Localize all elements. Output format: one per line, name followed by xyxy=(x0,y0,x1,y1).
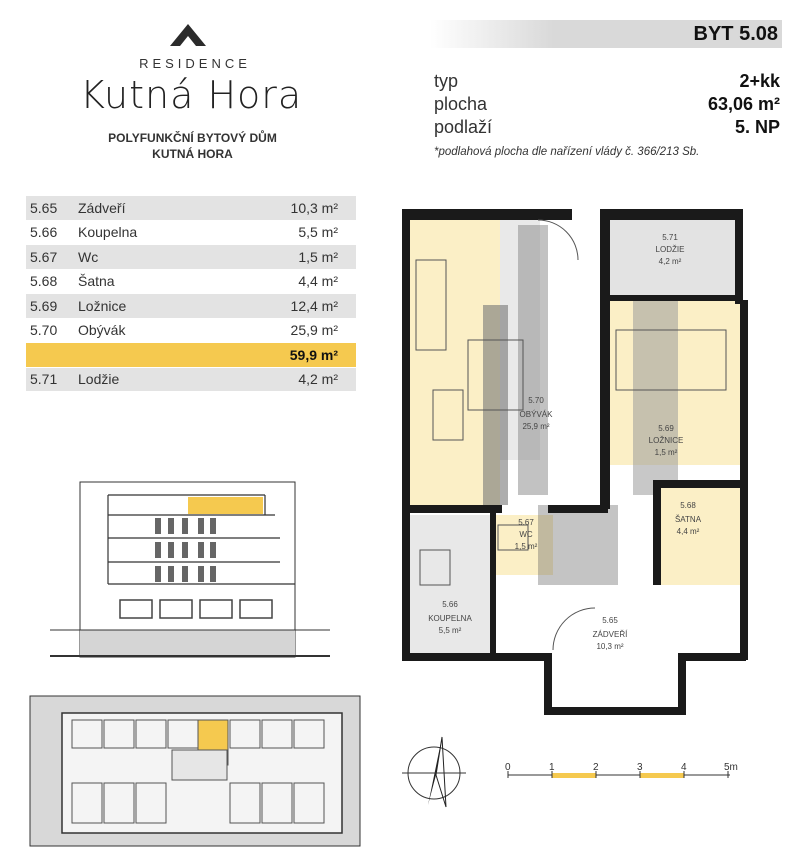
room-label-name: ŠATNA xyxy=(674,515,702,524)
room-table xyxy=(26,196,356,392)
room-label-number: 5.71 xyxy=(662,233,678,242)
brand-name: Kutná Hora xyxy=(80,73,303,117)
room-number: 5.66 xyxy=(30,224,58,241)
room-label-number: 5.67 xyxy=(518,518,534,527)
room-number: 5.67 xyxy=(30,248,58,265)
room-label-area: 1,5 m² xyxy=(654,448,678,457)
room-label-area: 4,4 m² xyxy=(676,527,700,536)
property-value: 5. NP xyxy=(734,117,780,137)
property-type xyxy=(434,70,780,93)
room-number: 5.65 xyxy=(30,199,58,216)
rooms-total-row xyxy=(26,343,356,368)
room-label-number: 5.69 xyxy=(658,424,674,433)
room-label-number: 5.68 xyxy=(680,501,696,510)
room-label-name: KOUPELNA xyxy=(428,614,472,623)
unit-id: BYT 5.08 xyxy=(693,23,778,45)
room-row xyxy=(26,319,356,344)
room-label-area: 5,5 m² xyxy=(438,626,462,635)
room-row xyxy=(26,270,356,295)
room-label-name: LOŽNICE xyxy=(648,436,684,445)
unit-properties xyxy=(434,70,780,139)
property-label: typ xyxy=(434,71,459,91)
room-name: Obývák xyxy=(78,322,126,339)
property-value: 2+kk xyxy=(739,71,780,91)
room-label-name: OBÝVÁK xyxy=(519,410,553,419)
room-label-area: 10,3 m² xyxy=(596,642,624,651)
rooms-total: 59,9 m² xyxy=(289,346,338,363)
room-label-number: 5.66 xyxy=(442,600,458,609)
room-name: Zádveří xyxy=(78,199,126,216)
area-footnote: *podlahová plocha dle nařízení vlády č. 366/213 Sb. xyxy=(434,146,700,158)
room-label-area: 25,9 m² xyxy=(522,422,550,431)
room-label-name: WC xyxy=(519,530,533,539)
room-name: Wc xyxy=(78,248,99,265)
loggia-row xyxy=(26,368,356,393)
room-row xyxy=(26,196,356,221)
scale-tick-label: 5m xyxy=(724,762,738,773)
room-area: 12,4 m² xyxy=(290,297,338,314)
property-label: plocha xyxy=(434,94,488,114)
building-section-drawing xyxy=(50,470,330,665)
floor-overview-plan xyxy=(22,688,367,853)
room-label-number: 5.65 xyxy=(602,616,618,625)
scale-tick-label: 1 xyxy=(549,762,555,773)
subtitle-line-1: POLYFUNKČNÍ BYTOVÝ DŮM xyxy=(108,131,277,145)
room-label-name: ZÁDVEŘÍ xyxy=(592,630,628,639)
property-floor xyxy=(434,116,780,139)
room-name: Ložnice xyxy=(78,297,127,314)
north-arrow-icon xyxy=(398,735,478,815)
scale-tick-label: 4 xyxy=(681,762,687,773)
room-label-number: 5.70 xyxy=(528,396,544,405)
room-area: 10,3 m² xyxy=(290,199,338,216)
room-number: 5.71 xyxy=(30,371,58,388)
room-name: Koupelna xyxy=(78,224,138,241)
brand-residence: RESIDENCE xyxy=(139,56,251,71)
logo-peak-icon xyxy=(168,22,208,48)
property-value: 63,06 m² xyxy=(707,94,780,114)
scale-tick-label: 2 xyxy=(593,762,599,773)
scale-bar xyxy=(498,760,748,790)
scale-tick-label: 3 xyxy=(637,762,643,773)
subtitle-line-2: KUTNÁ HORA xyxy=(152,147,233,161)
room-row xyxy=(26,221,356,246)
scale-tick-label: 0 xyxy=(505,762,511,773)
room-area: 4,4 m² xyxy=(298,273,338,290)
room-number: 5.69 xyxy=(30,297,58,314)
room-row xyxy=(26,245,356,270)
room-number: 5.70 xyxy=(30,322,58,339)
room-label-name: LODŽIE xyxy=(655,245,685,254)
room-label-area: 1,5 m² xyxy=(514,542,538,551)
room-name: Šatna xyxy=(78,273,115,290)
room-area: 5,5 m² xyxy=(298,224,338,241)
room-area: 4,2 m² xyxy=(298,371,338,388)
brand-subtitle xyxy=(60,130,325,162)
room-name: Lodžie xyxy=(78,371,120,388)
property-area xyxy=(434,93,780,116)
room-label-area: 4,2 m² xyxy=(658,257,682,266)
room-area: 25,9 m² xyxy=(290,322,338,339)
unit-floor-plan xyxy=(398,185,770,715)
room-row xyxy=(26,294,356,319)
room-area: 1,5 m² xyxy=(298,248,338,265)
property-label: podlaží xyxy=(434,117,493,137)
room-number: 5.68 xyxy=(30,273,58,290)
